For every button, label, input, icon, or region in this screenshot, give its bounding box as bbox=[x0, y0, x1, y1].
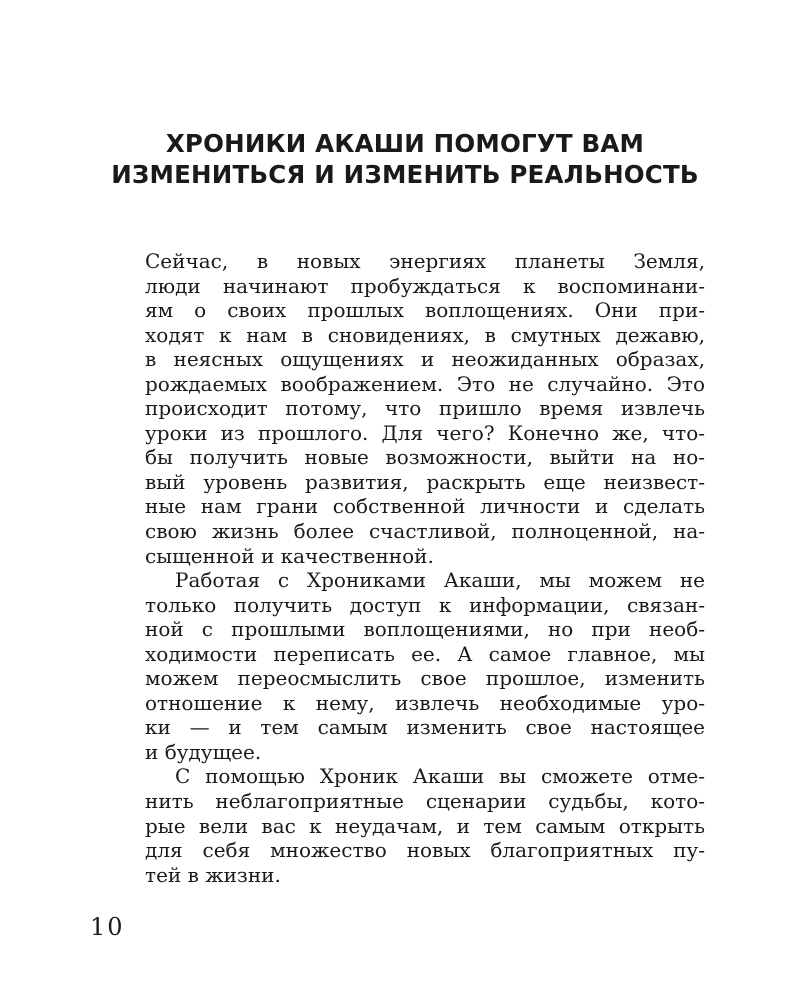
text-line: ные нам грани собственной личности и сделать bbox=[145, 494, 705, 519]
text-line: бы получить новые возможности, выйти на но- bbox=[145, 445, 705, 470]
text-line: Работая с Хрониками Акаши, мы можем не bbox=[175, 568, 705, 593]
text-line: вый уровень развития, раскрыть еще неизвест- bbox=[145, 469, 705, 494]
text-line: С помощью Хроник Акаши вы сможете отме- bbox=[175, 764, 705, 789]
text-line: Сейчас, в новых энергиях планеты Земля, bbox=[145, 249, 705, 273]
chapter-title-line: ХРОНИКИ АКАШИ ПОМОГУТ ВАМ bbox=[165, 129, 645, 158]
text-line: нить неблагоприятные сценарии судьбы, кото- bbox=[145, 789, 705, 814]
text-line: ходят к нам в сновидениях, в смутных дежавю, bbox=[145, 322, 705, 347]
text-line: тей в жизни. bbox=[145, 862, 281, 887]
text-line: можем переосмыслить свое прошлое, изменить bbox=[145, 666, 705, 691]
text-line: ной с прошлыми воплощениями, но при необ- bbox=[145, 617, 705, 642]
text-line: свою жизнь более счастливой, полноценной, на- bbox=[145, 519, 705, 544]
body-text bbox=[145, 249, 705, 887]
chapter-title bbox=[100, 128, 710, 190]
text-line: для себя множество новых благоприятных пу- bbox=[145, 838, 705, 863]
text-line: сыщенной и качественной. bbox=[145, 543, 434, 568]
text-line: только получить доступ к информации, связан- bbox=[145, 592, 705, 617]
text-line: люди начинают пробуждаться к воспоминани- bbox=[145, 273, 705, 298]
page-number: 10 bbox=[90, 913, 125, 941]
text-line: отношение к нему, извлечь необходимые уро- bbox=[145, 690, 705, 715]
text-line: рые вели вас к неудачам, и тем самым открыть bbox=[145, 813, 705, 838]
text-line: в неясных ощущениях и неожиданных образах, bbox=[145, 347, 705, 372]
text-line: уроки из прошлого. Для чего? Конечно же, что- bbox=[145, 420, 705, 445]
text-line: ям о своих прошлых воплощениях. Они при- bbox=[145, 298, 705, 323]
text-line: ходимости переписать ее. А самое главное, мы bbox=[145, 641, 705, 666]
text-line: ки — и тем самым изменить свое настоящее bbox=[145, 715, 705, 740]
chapter-title-line: ИЗМЕНИТЬСЯ И ИЗМЕНИТЬ РЕАЛЬНОСТЬ bbox=[111, 160, 699, 189]
text-line: рождаемых воображением. Это не случайно. Это bbox=[145, 371, 705, 396]
text-line: и будущее. bbox=[145, 739, 262, 764]
text-line: происходит потому, что пришло время извлечь bbox=[145, 396, 705, 421]
